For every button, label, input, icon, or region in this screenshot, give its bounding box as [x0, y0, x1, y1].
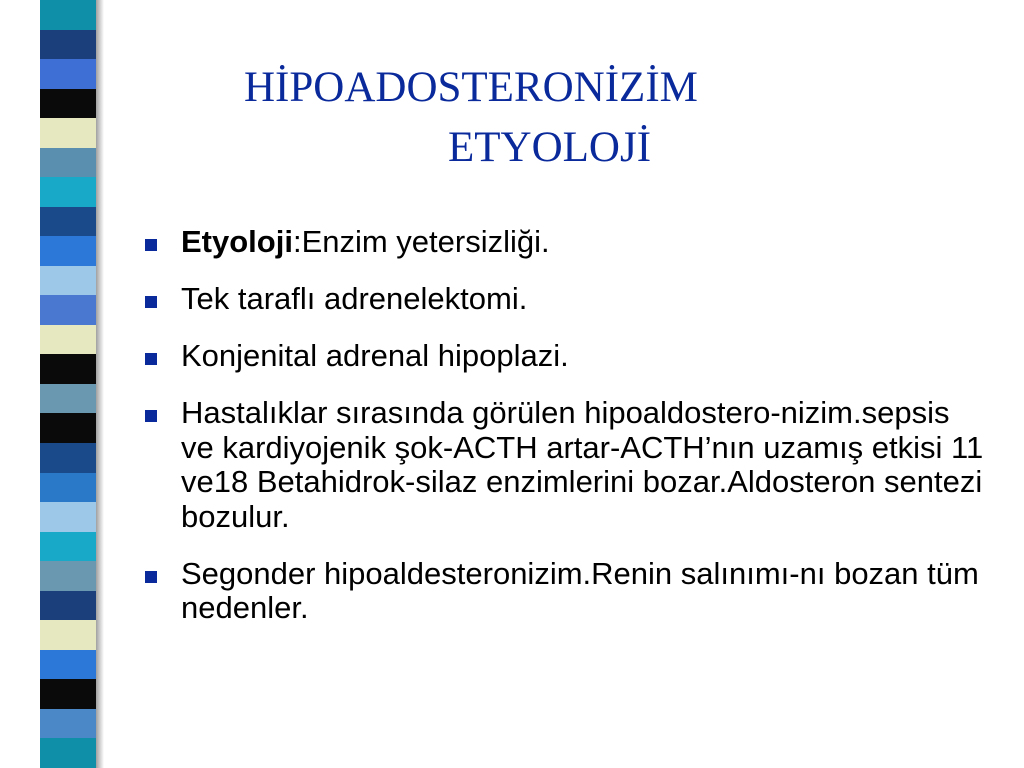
- stripe-segment: [40, 532, 96, 562]
- stripe-segment: [40, 236, 96, 266]
- stripe-segment: [40, 207, 96, 237]
- stripe-segment: [40, 413, 96, 443]
- stripe-segment: [40, 148, 96, 178]
- bullet-text: Segonder hipoaldesteronizim.Renin salınımı-nı bozan tüm nedenler.: [181, 555, 979, 625]
- bullet-item: [144, 557, 984, 626]
- stripe-segment: [40, 30, 96, 60]
- bullet-text: :Enzim yetersizliği.: [292, 224, 550, 259]
- stripe-segment: [40, 620, 96, 650]
- square-bullet-icon: [145, 571, 157, 583]
- stripe-segment: [40, 591, 96, 621]
- bullet-item: [144, 396, 984, 534]
- stripe-shadow: [96, 0, 104, 768]
- stripe-segment: [40, 354, 96, 384]
- square-bullet-icon: [145, 410, 157, 422]
- square-bullet-icon: [145, 296, 157, 308]
- stripe-segment: [40, 384, 96, 414]
- square-bullet-icon: [145, 353, 157, 365]
- stripe-segment: [40, 679, 96, 709]
- stripe-segment: [40, 443, 96, 473]
- stripe-segment: [40, 177, 96, 207]
- stripe-segment: [40, 473, 96, 503]
- stripe-segment: [40, 118, 96, 148]
- bullet-item: [144, 282, 984, 317]
- bullet-item: [144, 339, 984, 374]
- stripe-segment: [40, 295, 96, 325]
- stripe-segment: [40, 561, 96, 591]
- stripe-segment: [40, 650, 96, 680]
- stripe-segment: [40, 738, 96, 768]
- bullet-text: Tek taraflı adrenelektomi.: [181, 281, 528, 316]
- title-line-1: HİPOADOSTERONİZİM: [244, 64, 698, 111]
- stripe-segment: [40, 266, 96, 296]
- stripe-segment: [40, 325, 96, 355]
- title-line-2: ETYOLOJİ: [448, 124, 652, 171]
- stripe-segment: [40, 59, 96, 89]
- stripe-segment: [40, 709, 96, 739]
- bullet-item: [144, 225, 984, 260]
- decorative-stripe-bar: [40, 0, 96, 768]
- stripe-segment: [40, 0, 96, 30]
- bullet-text: Hastalıklar sırasında görülen hipoaldostero-nizim.sepsis ve kardiyojenik şok-ACTH artar-ACTH’nın uzamış etkisi 11 ve18 Betahidrok-silaz enzimlerini bozar.Aldosteron sentezi bozulur.: [181, 395, 984, 534]
- square-bullet-icon: [145, 239, 157, 251]
- bullet-text: Konjenital adrenal hipoplazi.: [181, 338, 569, 373]
- bullet-term: Etyoloji: [181, 224, 293, 259]
- stripe-segment: [40, 502, 96, 532]
- bullet-list: [144, 225, 984, 648]
- stripe-segment: [40, 89, 96, 119]
